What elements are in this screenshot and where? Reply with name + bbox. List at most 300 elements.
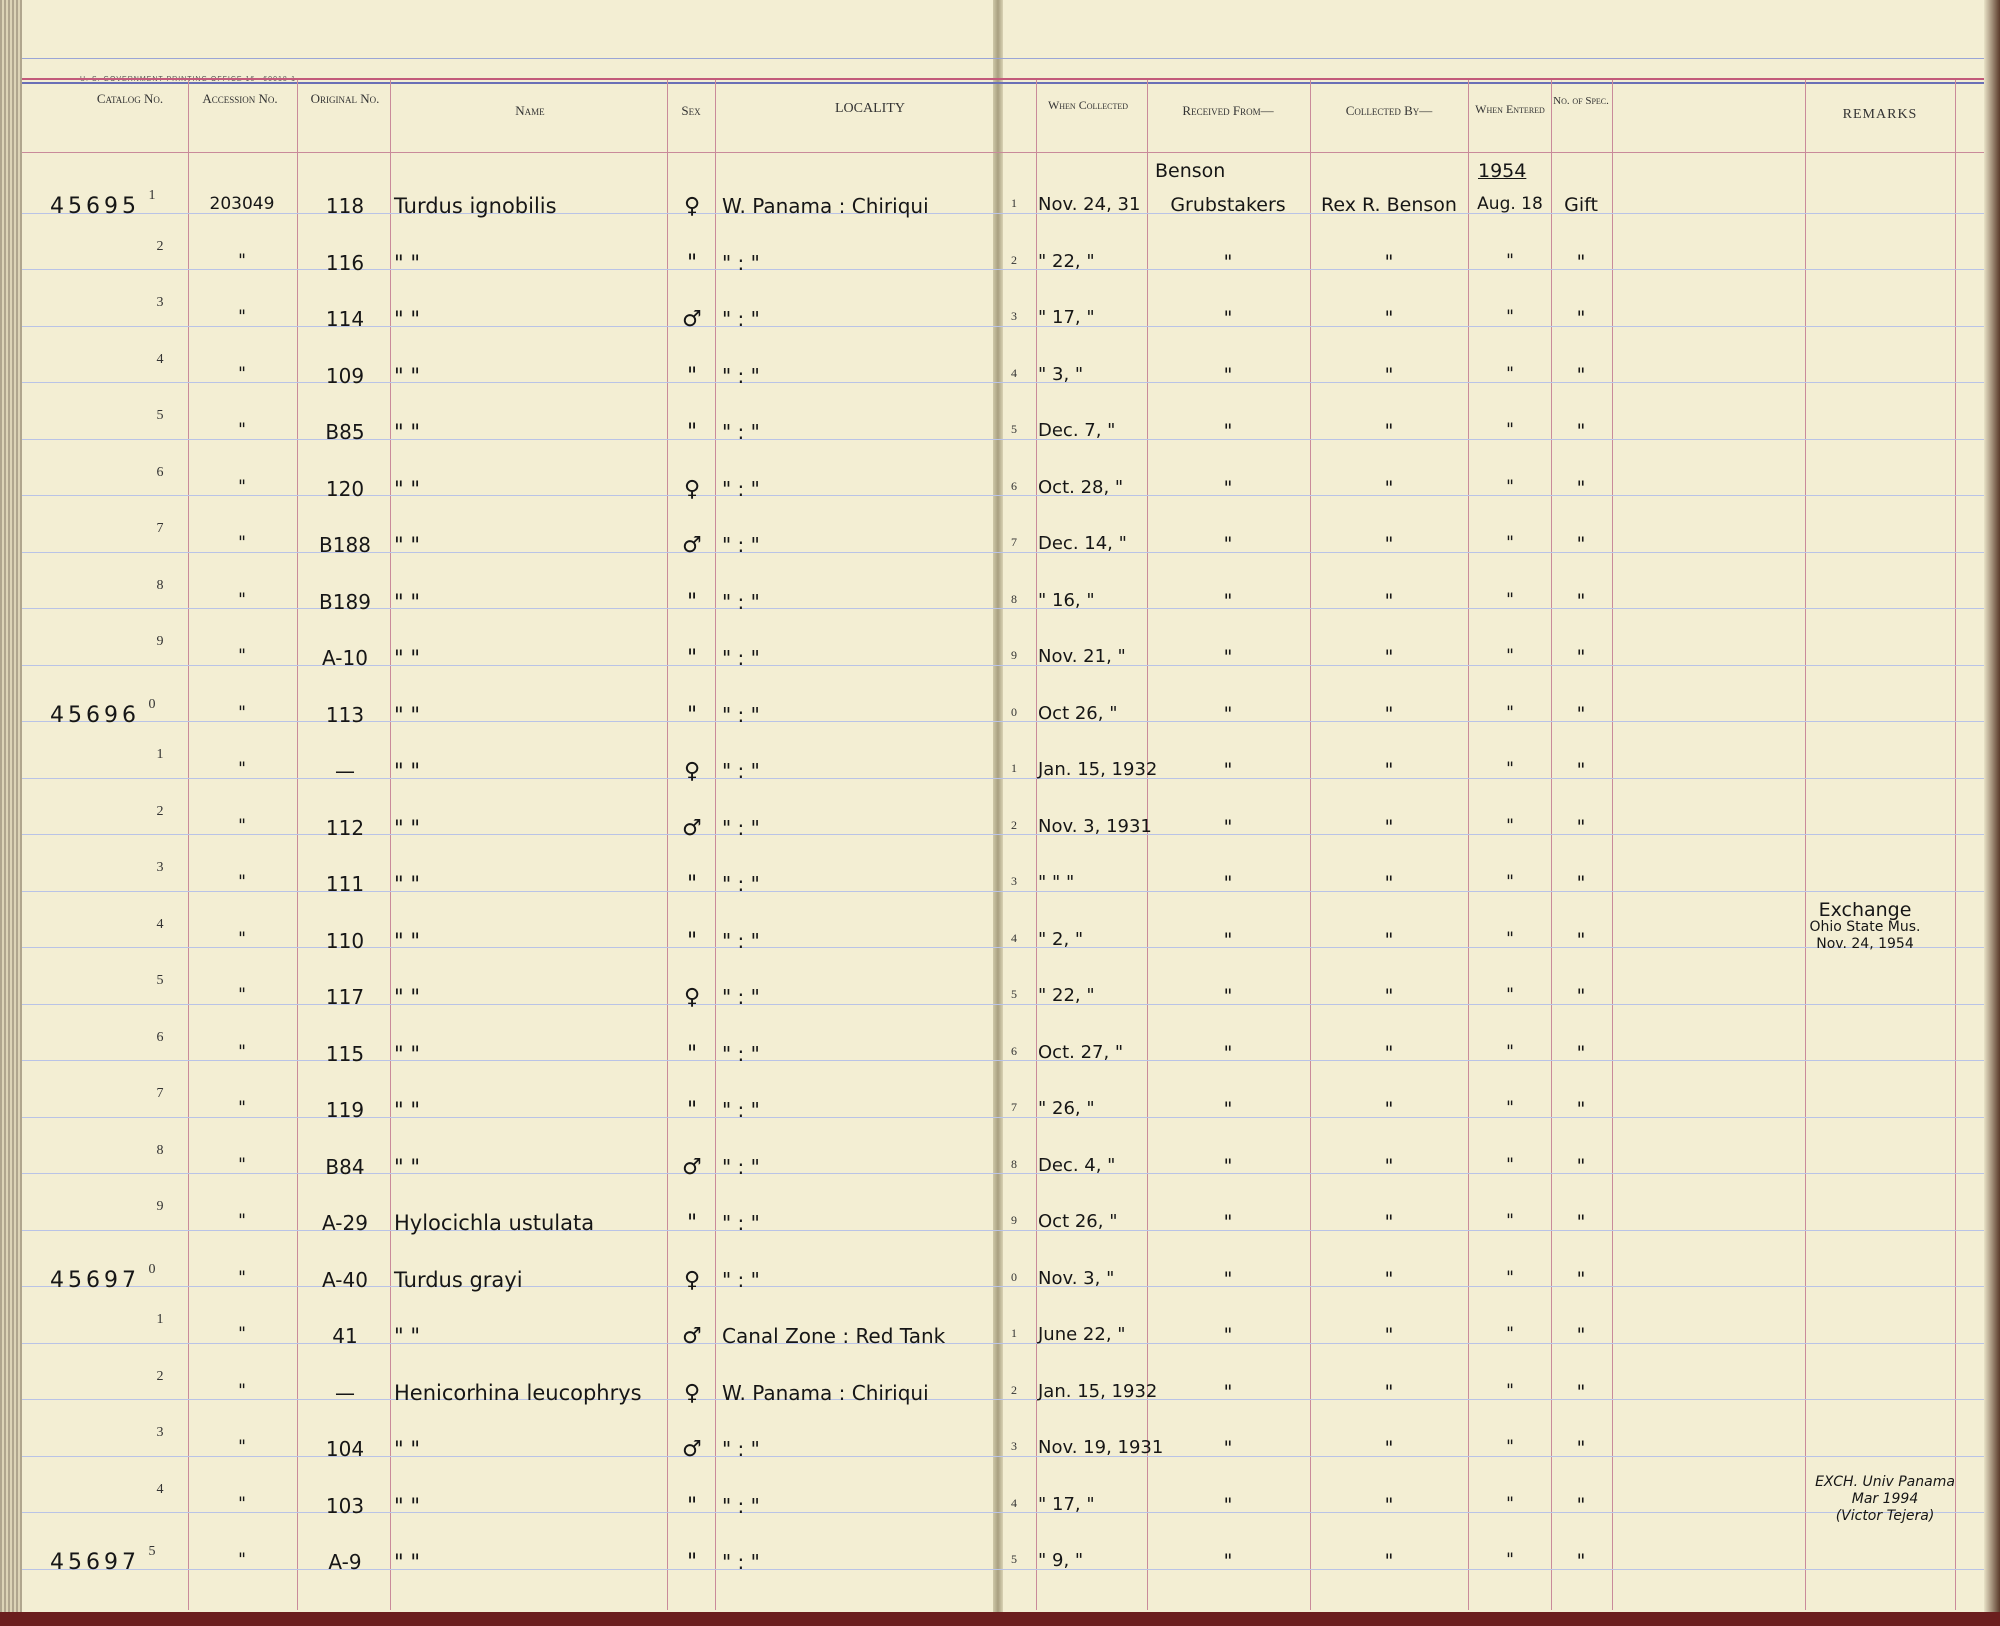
row-index: 7 <box>156 1086 164 1101</box>
received-from: " <box>1223 1324 1233 1346</box>
when-entered: " <box>1506 250 1514 271</box>
original-no: 118 <box>325 194 365 218</box>
received-from: Grubstakers <box>1170 194 1286 216</box>
when-entered: " <box>1506 759 1514 779</box>
no-of-spec: " <box>1576 1380 1586 1403</box>
when-entered: " <box>1506 307 1514 327</box>
collected-by: " <box>1384 1211 1394 1233</box>
locality: " : " <box>722 476 760 501</box>
row-index-right: 2 <box>1011 1382 1017 1397</box>
sex: ♂ <box>682 307 702 332</box>
row-index: 4 <box>156 916 164 932</box>
row-index-right: 9 <box>1011 1213 1017 1227</box>
collected-by: " <box>1384 533 1394 555</box>
when-entered: " <box>1506 1154 1514 1175</box>
sex: " <box>686 363 698 389</box>
page-edge-left <box>0 0 22 1626</box>
header-accession-no: Accession No. <box>202 91 278 106</box>
row-index-right: 6 <box>1011 1043 1017 1058</box>
when-collected: " 22, " <box>1038 250 1095 272</box>
locality: " : " <box>722 1041 760 1066</box>
when-entered: " <box>1506 1098 1514 1118</box>
no-of-spec: " <box>1576 646 1586 668</box>
collected-by: " <box>1384 702 1394 725</box>
printer-note: U. S. GOVERNMENT PRINTING OFFICE 16—60018-1 <box>80 76 296 83</box>
row-index: 1 <box>156 1312 164 1327</box>
accession-no: " <box>238 759 246 779</box>
specimen-name: " " <box>394 1154 420 1179</box>
no-of-spec: " <box>1576 1098 1586 1120</box>
received-from: " <box>1223 702 1233 725</box>
locality: " : " <box>722 759 760 783</box>
row-index-right: 5 <box>1011 1552 1017 1566</box>
locality: " : " <box>722 250 760 275</box>
sex: " <box>686 702 698 728</box>
row-index-right: 1 <box>1011 196 1017 210</box>
row-index-right: 2 <box>1011 817 1017 832</box>
original-no: A-40 <box>322 1267 368 1292</box>
locality: Canal Zone : Red Tank <box>722 1324 946 1348</box>
sex: ♂ <box>682 1324 702 1349</box>
locality: " : " <box>722 533 760 557</box>
row-index: 5 <box>156 408 164 423</box>
when-collected: Jan. 15, 1932 <box>1038 1380 1158 1402</box>
specimen-name: " " <box>394 476 420 501</box>
row-index: 9 <box>156 1199 164 1214</box>
received-from: " <box>1223 420 1233 442</box>
accession-no: " <box>238 363 246 384</box>
when-entered: " <box>1506 363 1514 384</box>
row-index-right: 2 <box>1011 252 1017 267</box>
row-index: 2 <box>156 238 164 254</box>
collected-by: " <box>1384 1493 1394 1516</box>
received-from: " <box>1223 589 1233 612</box>
specimen-name: " " <box>394 250 420 275</box>
when-collected: Dec. 14, " <box>1038 533 1127 554</box>
specimen-name: " " <box>394 985 420 1009</box>
when-collected: Nov. 24, 31 <box>1038 194 1141 215</box>
received-from: " <box>1223 1380 1233 1403</box>
received-from: " <box>1223 1211 1233 1233</box>
specimen-name: " " <box>394 533 420 557</box>
received-from: " <box>1223 759 1233 781</box>
received-from: " <box>1223 1550 1233 1572</box>
specimen-name: " " <box>394 1324 420 1348</box>
when-collected: " 17, " <box>1038 1493 1095 1515</box>
row-index-right: 7 <box>1011 535 1017 549</box>
specimen-name: " " <box>394 702 420 727</box>
collected-by: " <box>1384 250 1394 273</box>
locality: W. Panama : Chiriqui <box>722 194 929 218</box>
row-index: 5 <box>156 973 164 988</box>
received-from: " <box>1223 985 1233 1007</box>
row-index-right: 1 <box>1011 761 1017 775</box>
row-index-right: 0 <box>1011 1269 1017 1284</box>
accession-no: " <box>238 533 246 553</box>
received-from: " <box>1223 1041 1233 1064</box>
when-entered: " <box>1506 420 1514 440</box>
when-entered: " <box>1506 872 1514 892</box>
collected-by: " <box>1384 476 1394 499</box>
locality: " : " <box>722 815 760 840</box>
locality: " : " <box>722 1550 760 1574</box>
row-index-right: 4 <box>1011 1495 1017 1510</box>
row-index-right: 4 <box>1011 365 1017 380</box>
when-entered: " <box>1506 1550 1514 1570</box>
pre-header-received-from: Benson <box>1155 160 1226 182</box>
sex: " <box>686 928 698 954</box>
specimen-name: " " <box>394 759 420 783</box>
no-of-spec: " <box>1576 1550 1586 1572</box>
pre-header-year: 1954 <box>1478 160 1527 182</box>
header-sex: Sex <box>681 103 701 118</box>
collected-by: " <box>1384 1324 1394 1346</box>
row-index: 2 <box>156 803 164 819</box>
header-catalog-no: Catalog No. <box>96 91 164 106</box>
locality: W. Panama : Chiriqui <box>722 1380 929 1405</box>
accession-no: " <box>238 928 246 949</box>
catalog-no: 45696 <box>50 702 140 728</box>
row-index: 1 <box>156 747 164 762</box>
row-index-right: 5 <box>1011 422 1017 436</box>
when-collected: " 22, " <box>1038 985 1095 1006</box>
top-rule <box>22 58 1984 59</box>
row-index: 4 <box>156 1481 164 1497</box>
collected-by: Rex R. Benson <box>1321 194 1457 216</box>
row-index-right: 9 <box>1011 648 1017 662</box>
collected-by: " <box>1384 363 1394 386</box>
when-collected: Dec. 7, " <box>1038 420 1116 441</box>
sex: ♀ <box>683 194 701 219</box>
header-remarks: REMARKS <box>1842 107 1918 122</box>
specimen-name: " " <box>394 589 420 614</box>
collected-by: " <box>1384 1380 1394 1403</box>
locality: " : " <box>722 646 760 670</box>
header-no-of-spec: No. of Spec. <box>1553 95 1609 107</box>
when-entered: " <box>1506 476 1514 497</box>
locality: " : " <box>722 1098 760 1122</box>
when-collected: " " " <box>1038 872 1075 893</box>
book-spine <box>993 0 1003 1626</box>
when-collected: Oct. 28, " <box>1038 476 1124 498</box>
col-line <box>390 80 391 1610</box>
received-from: " <box>1223 1098 1233 1120</box>
row-index: 6 <box>156 464 164 480</box>
header-received-from: Received From— <box>1182 103 1274 118</box>
remark-line: Exchange <box>1818 899 1912 921</box>
row-index-right: 7 <box>1011 1100 1017 1114</box>
original-no: 103 <box>325 1493 365 1518</box>
top-rule-red <box>22 78 1984 80</box>
accession-no: " <box>238 1041 246 1062</box>
no-of-spec: " <box>1576 589 1586 612</box>
original-no: 117 <box>325 985 365 1009</box>
locality: " : " <box>722 702 760 727</box>
locality: " : " <box>722 985 760 1009</box>
locality: " : " <box>722 307 760 331</box>
no-of-spec: " <box>1576 1041 1586 1064</box>
collected-by: " <box>1384 928 1394 951</box>
row-index: 8 <box>156 1142 164 1158</box>
row-index-right: 6 <box>1011 478 1017 493</box>
locality: " : " <box>722 1211 760 1235</box>
remark-line: EXCH. Univ Panama <box>1815 1474 1955 1490</box>
no-of-spec: " <box>1576 985 1586 1007</box>
row-index: 7 <box>156 521 164 536</box>
no-of-spec: " <box>1576 928 1586 951</box>
col-line <box>297 80 298 1610</box>
original-no: B84 <box>325 1154 365 1179</box>
locality: " : " <box>722 1493 760 1518</box>
collected-by: " <box>1384 420 1394 442</box>
original-no: 115 <box>325 1041 365 1066</box>
row-index-right: 3 <box>1011 309 1017 323</box>
when-entered: " <box>1506 928 1514 949</box>
received-from: " <box>1223 250 1233 273</box>
when-entered: " <box>1506 1493 1514 1514</box>
no-of-spec: " <box>1576 1437 1586 1459</box>
catalog-no: 45697 <box>50 1267 140 1293</box>
accession-no: " <box>238 1437 246 1457</box>
when-entered: Aug. 18 <box>1477 194 1543 214</box>
received-from: " <box>1223 872 1233 894</box>
row-index: 0 <box>148 1261 156 1277</box>
collected-by: " <box>1384 589 1394 612</box>
specimen-name: " " <box>394 1098 420 1122</box>
col-line <box>188 80 189 1610</box>
received-from: " <box>1223 815 1233 838</box>
original-no: A-29 <box>322 1211 368 1235</box>
accession-no: 203049 <box>209 194 275 214</box>
row-index-right: 3 <box>1011 1439 1017 1453</box>
row-index-right: 1 <box>1011 1326 1017 1340</box>
header-when-entered: When Entered <box>1475 102 1545 116</box>
row-index: 2 <box>156 1368 164 1384</box>
no-of-spec: Gift <box>1564 194 1598 216</box>
original-no: 114 <box>325 307 365 331</box>
original-no: 104 <box>325 1437 365 1461</box>
sex: " <box>686 420 698 445</box>
remark-line: Ohio State Mus. <box>1809 919 1921 935</box>
row-index-right: 8 <box>1011 591 1017 606</box>
catalog-no: 45697 <box>50 1550 140 1575</box>
when-collected: Oct. 27, " <box>1038 1041 1124 1063</box>
when-collected: " 26, " <box>1038 1098 1095 1119</box>
row-index: 3 <box>156 860 164 875</box>
no-of-spec: " <box>1576 759 1586 781</box>
when-collected: Oct 26, " <box>1038 1211 1118 1232</box>
accession-no: " <box>238 1324 246 1344</box>
col-line <box>1955 80 1956 1610</box>
when-collected: " 3, " <box>1038 363 1084 385</box>
header-when-collected: When Collected <box>1047 98 1129 112</box>
locality: " : " <box>722 363 760 388</box>
when-entered: " <box>1506 1324 1514 1344</box>
original-no: 109 <box>325 363 365 388</box>
accession-no: " <box>238 420 246 440</box>
no-of-spec: " <box>1576 533 1586 555</box>
sex: ♀ <box>683 1380 701 1406</box>
no-of-spec: " <box>1576 476 1586 499</box>
no-of-spec: " <box>1576 307 1586 329</box>
row-index-right: 5 <box>1011 987 1017 1001</box>
remark-exchange-panama <box>1800 1474 1970 1525</box>
accession-no: " <box>238 815 246 836</box>
received-from: " <box>1223 533 1233 555</box>
accession-no: " <box>238 1550 246 1570</box>
accession-no: " <box>238 307 246 327</box>
when-entered: " <box>1506 589 1514 610</box>
accession-no: " <box>238 589 246 610</box>
sex: ♂ <box>682 815 702 841</box>
accession-no: " <box>238 646 246 666</box>
col-line <box>1805 80 1806 1610</box>
specimen-name: " " <box>394 1041 420 1066</box>
specimen-name: " " <box>394 1550 420 1574</box>
col-line <box>1468 80 1469 1610</box>
sex: ♀ <box>683 476 701 502</box>
sex: ♂ <box>682 1154 702 1180</box>
when-entered: " <box>1506 1437 1514 1457</box>
received-from: " <box>1223 1267 1233 1290</box>
no-of-spec: " <box>1576 1324 1586 1346</box>
received-from: " <box>1223 307 1233 329</box>
accession-no: " <box>238 1267 246 1288</box>
specimen-name: " " <box>394 420 420 444</box>
when-entered: " <box>1506 702 1514 723</box>
accession-no: " <box>238 476 246 497</box>
row-index: 3 <box>156 1425 164 1440</box>
remark-line: (Victor Tejera) <box>1835 1508 1935 1524</box>
sex: " <box>686 589 698 615</box>
sex: " <box>686 1098 698 1123</box>
row-index-right: 3 <box>1011 874 1017 888</box>
original-no: 112 <box>325 815 365 840</box>
original-no: 116 <box>325 250 365 275</box>
sex: " <box>686 1550 698 1575</box>
row-index: 4 <box>156 351 164 367</box>
col-line <box>1036 80 1037 1610</box>
accession-no: " <box>238 872 246 892</box>
locality: " : " <box>722 872 760 896</box>
no-of-spec: " <box>1576 1493 1586 1516</box>
sex: " <box>686 250 698 276</box>
when-entered: " <box>1506 1041 1514 1062</box>
collected-by: " <box>1384 307 1394 329</box>
received-from: " <box>1223 1493 1233 1516</box>
locality: " : " <box>722 1437 760 1461</box>
header-locality: LOCALITY <box>835 101 905 116</box>
col-line <box>1612 80 1613 1610</box>
sex: ♀ <box>683 985 701 1010</box>
row-index: 3 <box>156 295 164 310</box>
locality: " : " <box>722 589 760 614</box>
when-entered: " <box>1506 1267 1514 1288</box>
specimen-name: Henicorhina leucophrys <box>394 1380 642 1405</box>
when-entered: " <box>1506 646 1514 666</box>
specimen-name: " " <box>394 646 420 670</box>
collected-by: " <box>1384 872 1394 894</box>
received-from: " <box>1223 1437 1233 1459</box>
sex: ♀ <box>683 759 701 784</box>
locality: " : " <box>722 1267 760 1292</box>
received-from: " <box>1223 1154 1233 1177</box>
sex: ♂ <box>682 1437 702 1462</box>
row-index-right: 4 <box>1011 930 1017 945</box>
collected-by: " <box>1384 815 1394 838</box>
specimen-name: " " <box>394 363 420 388</box>
original-no: — <box>335 1380 355 1405</box>
row-index: 9 <box>156 634 164 649</box>
locality: " : " <box>722 1154 760 1179</box>
original-no: 110 <box>325 928 365 953</box>
original-no: B85 <box>325 420 365 444</box>
when-collected: Oct 26, " <box>1038 702 1118 724</box>
collected-by: " <box>1384 759 1394 781</box>
when-collected: " 2, " <box>1038 928 1084 950</box>
received-from: " <box>1223 928 1233 951</box>
remark-line: Nov. 24, 1954 <box>1816 936 1914 952</box>
when-collected: " 16, " <box>1038 589 1095 611</box>
received-from: " <box>1223 363 1233 386</box>
specimen-name: Turdus grayi <box>394 1267 523 1292</box>
row-index-right: 0 <box>1011 704 1017 719</box>
sex: ♂ <box>682 533 702 558</box>
when-collected: " 9, " <box>1038 1550 1084 1571</box>
when-collected: June 22, " <box>1038 1324 1126 1345</box>
original-no: B188 <box>319 533 371 557</box>
no-of-spec: " <box>1576 1211 1586 1233</box>
when-collected: Nov. 21, " <box>1038 646 1126 667</box>
header-collected-by: Collected By— <box>1345 103 1433 118</box>
row-index-right: 8 <box>1011 1156 1017 1171</box>
sex: " <box>686 646 698 671</box>
no-of-spec: " <box>1576 872 1586 894</box>
accession-no: " <box>238 1380 246 1401</box>
original-no: A-9 <box>328 1550 362 1574</box>
catalog-no: 45695 <box>50 194 140 219</box>
received-from: " <box>1223 476 1233 499</box>
book-bottom-edge <box>0 1612 2000 1626</box>
received-from: " <box>1223 646 1233 668</box>
when-entered: " <box>1506 815 1514 836</box>
col-line <box>715 80 716 1610</box>
specimen-name: " " <box>394 307 420 331</box>
row-index: 0 <box>148 696 156 712</box>
specimen-name: " " <box>394 815 420 840</box>
row-index: 6 <box>156 1029 164 1045</box>
locality: " : " <box>722 928 760 953</box>
no-of-spec: " <box>1576 1267 1586 1290</box>
when-collected: Jan. 15, 1932 <box>1038 759 1158 780</box>
header-original-no: Original No. <box>310 91 380 106</box>
remark-exchange-ohio <box>1780 899 1950 953</box>
specimen-name: " " <box>394 872 420 896</box>
no-of-spec: " <box>1576 363 1586 386</box>
collected-by: " <box>1384 985 1394 1007</box>
accession-no: " <box>238 1493 246 1514</box>
sex: " <box>686 1211 698 1236</box>
accession-no: " <box>238 985 246 1005</box>
col-line <box>1310 80 1311 1610</box>
collected-by: " <box>1384 1041 1394 1064</box>
accession-no: " <box>238 1211 246 1231</box>
when-entered: " <box>1506 985 1514 1005</box>
no-of-spec: " <box>1576 250 1586 273</box>
no-of-spec: " <box>1576 702 1586 725</box>
original-no: 113 <box>325 702 365 727</box>
row-index: 1 <box>148 188 156 203</box>
